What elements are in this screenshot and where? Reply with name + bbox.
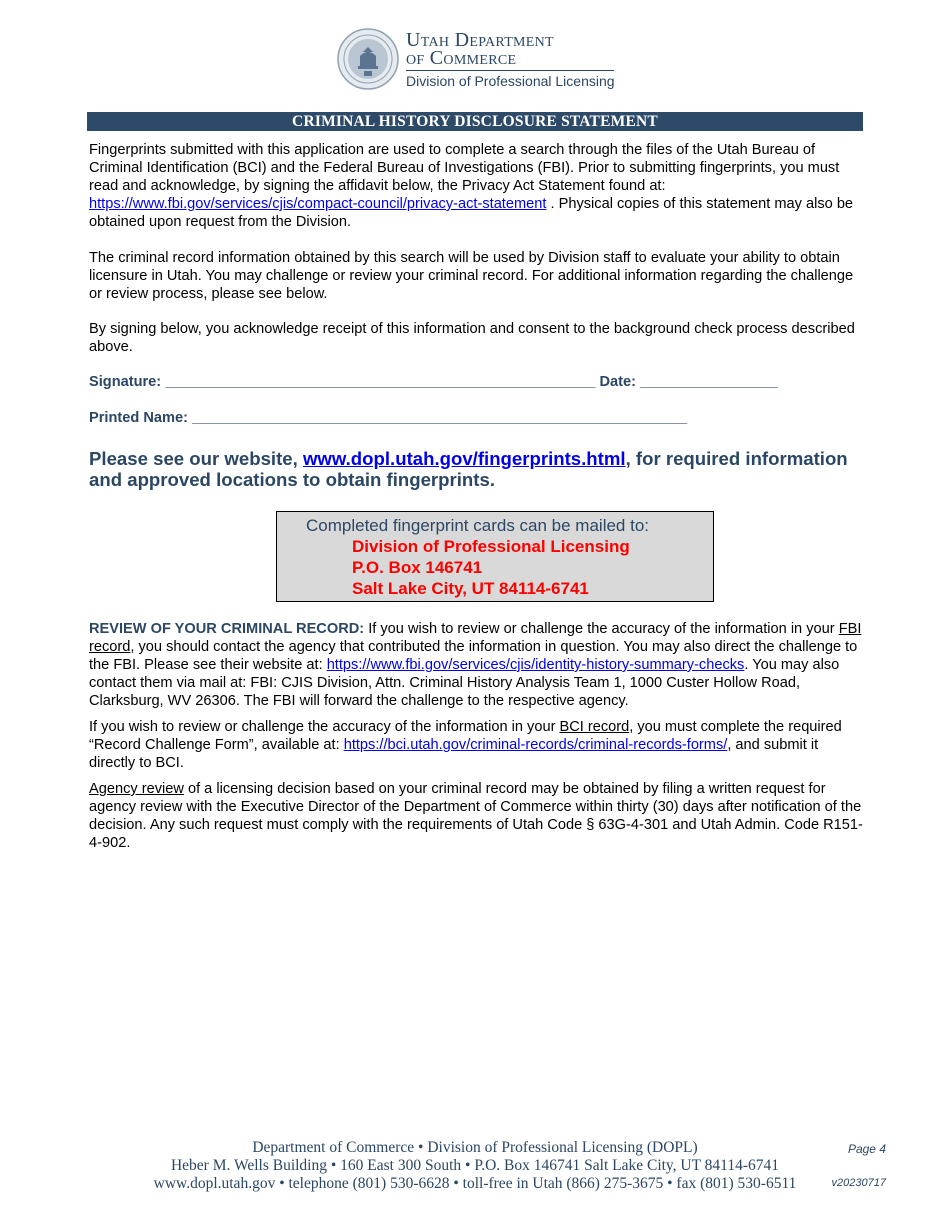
- review-text-c: of a licensing decision based on your criminal record may be obtained by filing a written request for agency review with the Executive Director of the Department of Commerce within thirty (30) days after notification of the decision. Any such request must comply with the requirements of Utah Code § 63G-4-301 and Utah Admin. Code R151-4-902.: [89, 781, 863, 851]
- date-label: Date:: [599, 374, 636, 390]
- signature-field[interactable]: _____________________________________________________: [165, 374, 596, 390]
- page-title: CRIMINAL HISTORY DISCLOSURE STATEMENT: [87, 112, 863, 131]
- signature-row: [89, 374, 778, 390]
- header-divider: [406, 70, 614, 71]
- privacy-act-link[interactable]: https://www.fbi.gov/services/cjis/compact-council/privacy-act-statement: [89, 196, 547, 212]
- fingerprints-link[interactable]: www.dopl.utah.gov/fingerprints.html: [302, 448, 626, 469]
- website-pre: Please see our website,: [89, 448, 303, 469]
- intro-paragraph-3: By signing below, you acknowledge receipt of this information and consent to the background check process described above.: [89, 321, 855, 355]
- review-text-a1: If you wish to review or challenge the accuracy of the information in your: [364, 621, 839, 637]
- footer-line-3: www.dopl.utah.gov • telephone (801) 530-6628 • toll-free in Utah (866) 275-3675 • fax (801) 530-6511: [153, 1175, 797, 1192]
- review-paragraph-agency: [89, 780, 864, 852]
- org-name-line1: Utah Department: [406, 29, 554, 51]
- page-number: Page 4: [847, 1142, 886, 1156]
- footer-line-1: Department of Commerce • Division of Professional Licensing (DOPL): [252, 1139, 698, 1156]
- review-text-a2: , you should contact the agency that contributed the information in question. You may also direct the challenge to the FBI. Please see their website at:: [89, 639, 858, 673]
- review-text-b2: , you must complete the required “Record Challenge Form”, available at:: [89, 719, 842, 753]
- date-field[interactable]: _________________: [640, 374, 779, 390]
- intro-tail: . Physical copies of this statement may also be obtained upon request from the Division.: [89, 196, 854, 230]
- website-post: , for required information and approved locations to obtain fingerprints.: [89, 448, 848, 490]
- review-paragraph-fbi: [89, 620, 864, 710]
- mailing-address-box: [276, 511, 714, 602]
- review-text-b3: , and submit it directly to BCI.: [89, 737, 819, 771]
- division-name: Division of Professional Licensing: [406, 73, 615, 89]
- agency-review-term: Agency review: [89, 781, 184, 797]
- printed-name-row: [89, 410, 687, 426]
- bci-record-term: BCI record: [559, 719, 630, 735]
- printed-name-label: Printed Name:: [89, 410, 188, 426]
- intro-text: Fingerprints submitted with this application are used to complete a search through the files of the Utah Bureau of Criminal Identification (BCI) and the Federal Bureau of Investigations (FBI). Prior to submitting fingerprints, you must read and acknowledge, by signing the affidavit below, the Privacy Act Statement found at:: [89, 142, 840, 194]
- signature-label: Signature:: [89, 374, 162, 390]
- intro-paragraph-1: [89, 141, 864, 231]
- mail-address-line1: Division of Professional Licensing: [352, 537, 630, 556]
- footer-line-2: Heber M. Wells Building • 160 East 300 South • P.O. Box 146741 Salt Lake City, UT 84114-6741: [170, 1157, 780, 1174]
- fbi-record-term: FBI record: [89, 621, 862, 655]
- mail-heading: Completed fingerprint cards can be mailed to:: [306, 516, 650, 535]
- review-heading: REVIEW OF YOUR CRIMINAL RECORD:: [89, 621, 365, 637]
- version-code: v20230717: [831, 1177, 886, 1189]
- mail-address-line3: Salt Lake City, UT 84114-6741: [352, 579, 589, 598]
- review-text-a3: . You may also contact them via mail at: FBI: CJIS Division, Attn. Criminal History Analysis Team 1, 1000 Custer Hollow Road, Clarksburg, WV 26306. The FBI will forward the challenge to the respective agency.: [89, 657, 840, 709]
- website-note: [89, 448, 864, 490]
- review-paragraph-bci: [89, 718, 864, 772]
- org-name-line2: of Commerce: [406, 47, 517, 69]
- utah-state-seal-icon: [337, 28, 399, 90]
- intro-paragraph-2: The criminal record information obtained by this search will be used by Division staff to evaluate your ability to obtain licensure in Utah. You may challenge or review your criminal record. For additional information regarding the challenge or review process, please see below.: [89, 250, 854, 302]
- mail-address-line2: P.O. Box 146741: [352, 558, 483, 577]
- printed-name-field[interactable]: _____________________________________________________________: [192, 410, 688, 426]
- fbi-identity-history-link[interactable]: https://www.fbi.gov/services/cjis/identity-history-summary-checks: [326, 657, 745, 673]
- review-text-b1: If you wish to review or challenge the accuracy of the information in your: [89, 719, 560, 735]
- bci-forms-link[interactable]: https://bci.utah.gov/criminal-records/criminal-records-forms/: [343, 737, 728, 753]
